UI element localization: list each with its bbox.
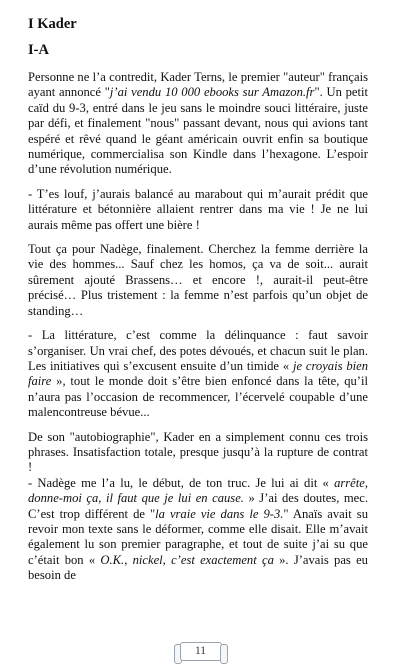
text-run: " Anaïs avait su revoir mon texte sans le déformer, comme elle disait. Elle m’avait également lu son premier paragraphe, et tout de suite j’ai su que c’était bon « [28,506,368,567]
paragraph [28,187,368,233]
chapter-title: I Kader [28,16,77,32]
italic-text: O.K., nickel, c’est exactement ça [95,552,280,567]
text-run: - T’es louf, j’aurais balancé au marabout qui m’aurait prédit que littérature et bétonnière allaient rentrer dans ma vie ! Je ne lui aurais même pas offert une bière ! [28,186,368,232]
page-content [28,16,368,593]
body-text [28,70,368,584]
text-run: - Nadège me l’a lu, le début, de ton truc. Je lui ai dit « [28,475,329,490]
paragraph [28,328,368,420]
text-run: ". Un petit caïd du 9-3, entré dans le jeu sans le moindre souci littéraire, juste par défi, et finalement "nous" passant devant, nous qui avions tant espéré et rêvé quand le géant américain ouvrit enfin sa boutique numérique, commercialisa son Kindle dans l’hexagone. L’espoir d’une révolution numérique. [28,85,369,177]
paragraph [28,476,368,584]
text-run: », tout le monde doit s’être bien enfoncé dans la tête, qu’il n’aura pas l’occasion de recommencer, l’écervelé coupable d’une malencontreuse bévue... [28,374,369,420]
italic-text: arrête, donne-moi ça, il faut que je lui en cause. [28,475,368,506]
paragraph [28,70,368,178]
page-footer [0,640,401,664]
text-run: - La littérature, c’est comme la délinquance : faut savoir s’organiser. Un vrai chef, des potes dévoués, et chacun suit le plan. Les initiatives qui s’excusent ensuite d’un timide « [28,328,368,373]
text-run: Tout ça pour Nadège, finalement. Cherchez la femme derrière la vie des hommes... Sauf chez les homos, ça va de soit... aurait sûrement ajouté Brassens… et encore !, aurait-il peut-être précisé… Plus tristement : la femme n’est parfois qu’un objet de standing… [28,242,368,318]
text-run: De son "autobiographie", Kader en a simplement connu ces trois phrases. Insatisfaction totale, presque jusqu’à la rupture de contrat ! [28,429,368,475]
text-run: Personne ne l’a contredit, Kader Terns, le premier "auteur" français ayant annoncé " [28,70,368,100]
paragraph [28,242,368,319]
text-run: ». J’avais pas eu besoin de [28,552,368,583]
text-run: » J’ai des doutes, mec. C’est trop différent de " [28,491,368,521]
italic-text: je croyais bien faire [28,358,369,389]
scroll-right-ornament [220,644,228,664]
italic-text: j’ai vendu 10 000 ebooks sur Amazon.fr [109,85,315,100]
section-title: I-A [28,42,49,58]
italic-text: la vraie vie dans le 9-3. [155,506,284,521]
paragraph [28,430,368,476]
page-number: 11 [180,642,222,661]
